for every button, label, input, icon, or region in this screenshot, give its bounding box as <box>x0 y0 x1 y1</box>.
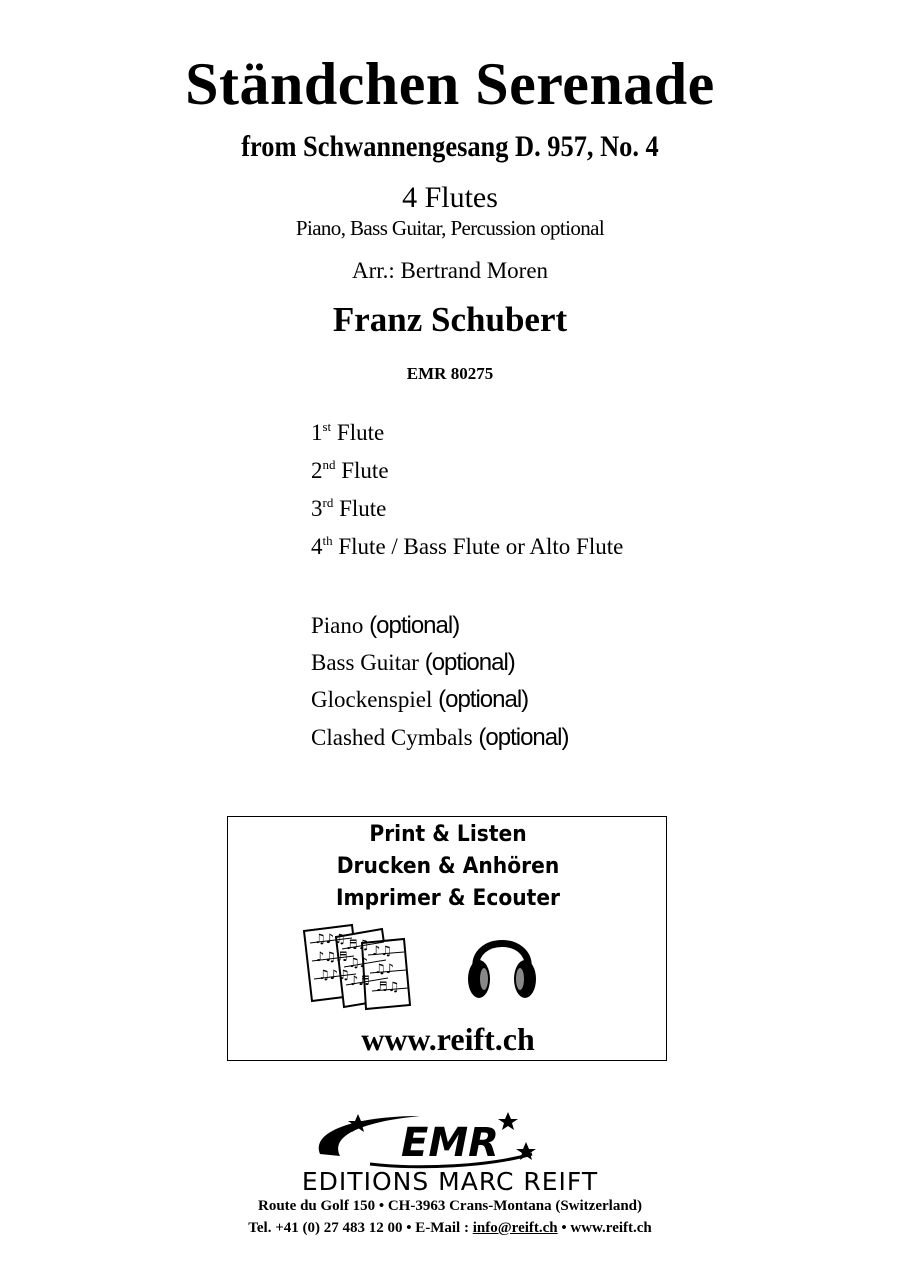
promo-line-german: Drucken & Anhören <box>336 854 560 879</box>
optional-note: (optional) <box>424 649 515 676</box>
part-number: 2 <box>311 458 323 483</box>
svg-text:♫♪: ♫♪ <box>374 962 394 977</box>
print-listen-box <box>227 816 667 1061</box>
composer: Franz Schubert <box>332 300 568 339</box>
part-name: Piano <box>311 613 370 638</box>
part-name: Bass Guitar <box>311 650 425 675</box>
part-ordinal: st <box>322 419 332 434</box>
website-link[interactable]: www.reift.ch <box>361 1021 535 1057</box>
part-flute-1 <box>311 420 384 446</box>
ensemble: 4 Flutes <box>402 181 498 214</box>
part-glockenspiel <box>311 686 528 714</box>
part-ordinal: th <box>322 533 333 548</box>
arranger: Arr.: Bertrand Moren <box>351 258 549 283</box>
part-bass-guitar <box>311 649 515 677</box>
part-name: Glockenspiel <box>311 687 439 712</box>
part-number: 4 <box>311 534 323 559</box>
subtitle: from Schwannengesang D. 957, No. 4 <box>241 130 659 163</box>
svg-text:♫♪♫: ♫♪♫ <box>318 968 350 983</box>
svg-text:♬♫: ♬♫ <box>346 938 370 953</box>
optional-note: (optional) <box>438 686 529 713</box>
email-link[interactable]: info@reift.ch <box>472 1220 558 1236</box>
svg-text:♬♫: ♬♫ <box>376 980 400 995</box>
part-flute-4 <box>311 534 623 560</box>
part-name: Clashed Cymbals <box>311 725 479 750</box>
part-ordinal: nd <box>322 457 336 472</box>
part-piano <box>311 612 459 640</box>
svg-text:♫♪: ♫♪ <box>348 956 368 971</box>
emr-logo <box>300 1108 600 1170</box>
publisher-name: EDITIONS MARC REIFT <box>301 1167 599 1196</box>
title: Ständchen Serenade <box>185 51 715 117</box>
part-flute-2 <box>311 458 389 484</box>
part-name: Flute / Bass Flute or Alto Flute <box>332 534 624 559</box>
part-ordinal: rd <box>322 495 334 510</box>
part-name: Flute <box>335 458 389 483</box>
optional-note: (optional) <box>369 612 460 639</box>
address: Route du Golf 150 • CH-3963 Crans-Montana (Switzerland) <box>258 1198 642 1214</box>
logo-mark: EMR <box>401 1120 499 1166</box>
promo-line-french: Imprimer & Ecouter <box>335 886 561 911</box>
optional-note: (optional) <box>478 724 569 751</box>
part-flute-3 <box>311 496 386 522</box>
svg-text:♫♪♫: ♫♪♫ <box>314 932 346 947</box>
promo-line-english: Print & Listen <box>369 822 527 847</box>
part-name: Flute <box>331 420 385 445</box>
svg-text:♪♫♬: ♪♫♬ <box>316 950 348 965</box>
part-number: 1 <box>311 420 323 445</box>
contact-line <box>0 1220 900 1237</box>
catalog-number: EMR 80275 <box>406 364 494 383</box>
svg-text:♪♬: ♪♬ <box>350 974 370 989</box>
part-name: Flute <box>333 496 387 521</box>
part-number: 3 <box>311 496 323 521</box>
optional-instruments: Piano, Bass Guitar, Percussion optional <box>295 216 605 240</box>
headphones-icon <box>466 925 538 1005</box>
telephone: Tel. +41 (0) 27 483 12 00 • E-Mail : <box>248 1220 473 1236</box>
web-address: • www.reift.ch <box>557 1220 652 1236</box>
sheet-music-icon <box>300 921 412 1011</box>
part-clashed-cymbals <box>311 724 568 752</box>
svg-text:♪♫: ♪♫ <box>372 944 392 959</box>
